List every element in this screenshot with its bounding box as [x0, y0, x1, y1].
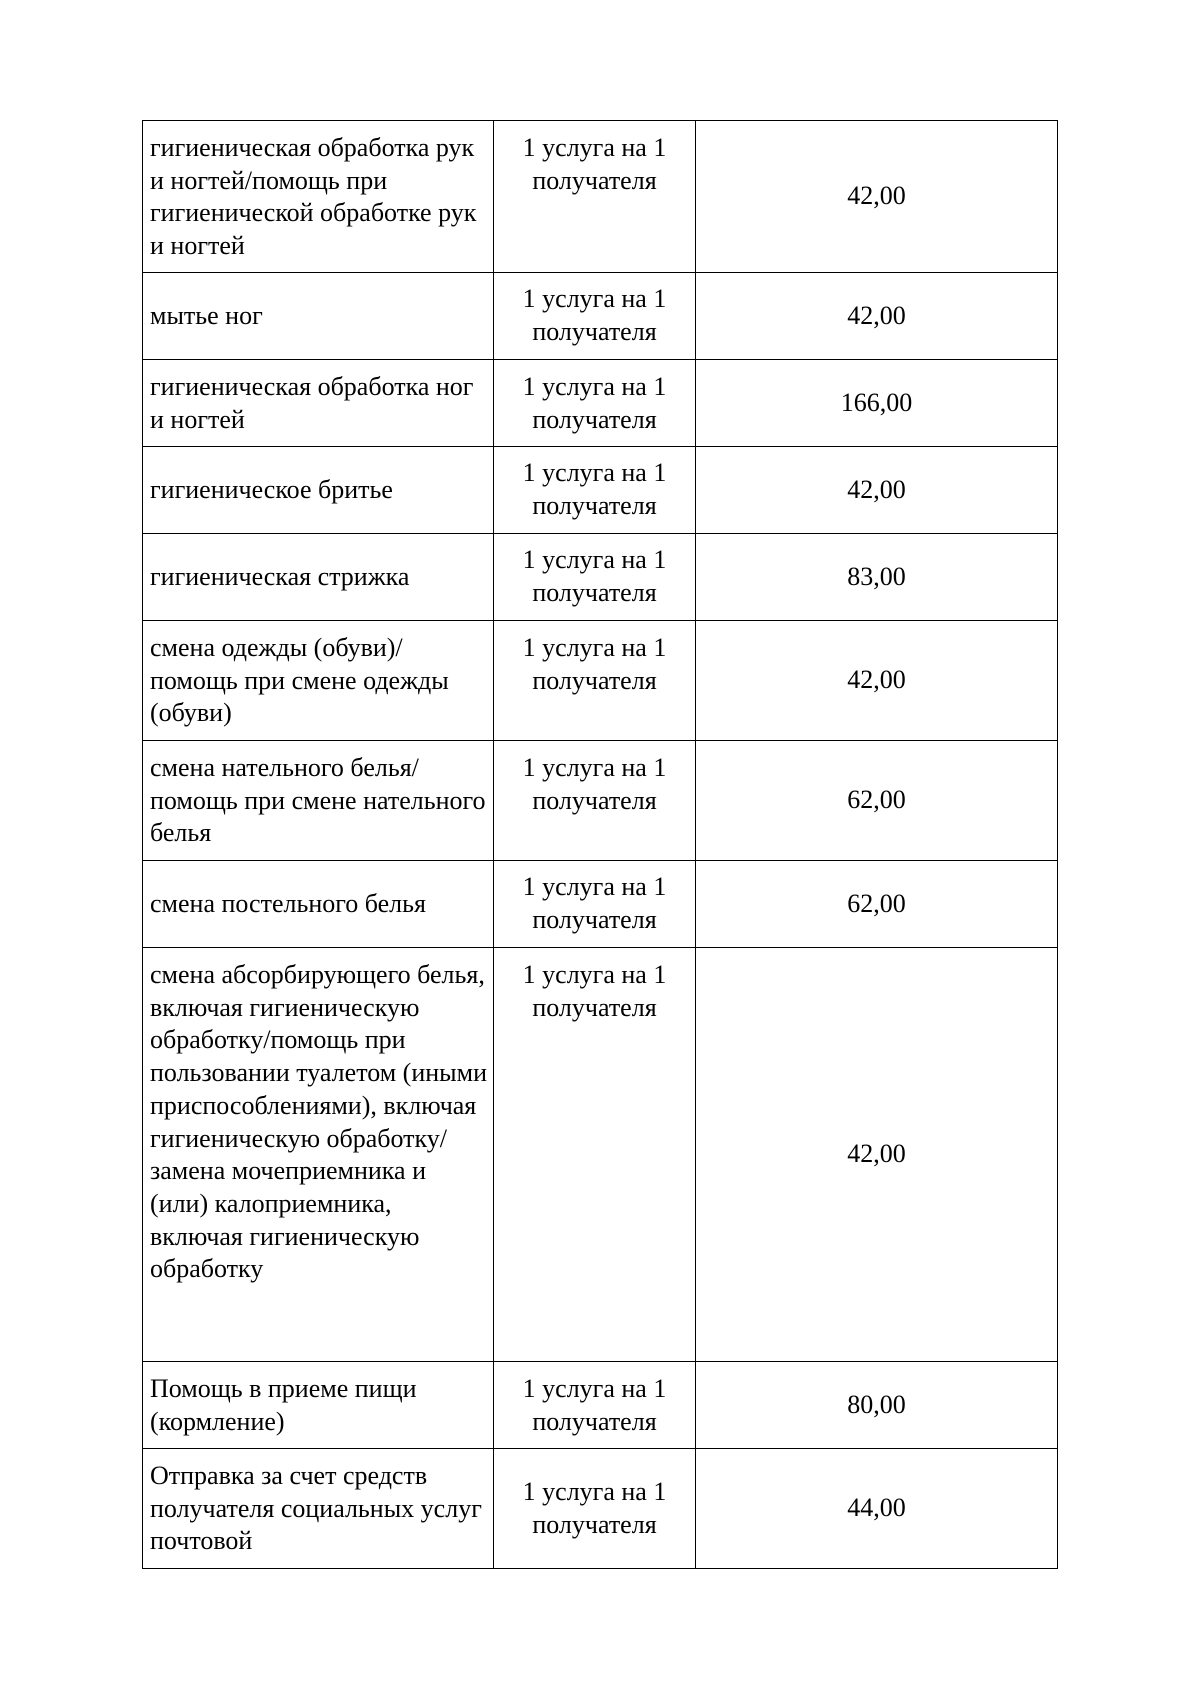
unit-cell: 1 услуга на 1 получателя [494, 534, 696, 621]
unit-cell: 1 услуга на 1 получателя [494, 1362, 696, 1449]
service-name-cell: смена нательного белья/помощь при смене нательного белья [143, 741, 494, 861]
service-name-cell: гигиеническое бритье [143, 447, 494, 534]
service-name-cell: гигиеническая обработка рук и ногтей/помощь при гигиенической обработке рук и ногтей [143, 121, 494, 273]
service-name-cell: Помощь в приеме пищи (кормление) [143, 1362, 494, 1449]
service-name-cell: мытье ног [143, 273, 494, 360]
unit-cell: 1 услуга на 1 получателя [494, 121, 696, 273]
service-name-cell: смена одежды (обуви)/помощь при смене одежды (обуви) [143, 621, 494, 741]
unit-cell: 1 услуга на 1 получателя [494, 861, 696, 948]
table-row [143, 861, 1058, 948]
service-name-cell: смена абсорбирующего белья, включая гигиеническую обработку/помощь при пользовании туалетом (иными приспособлениями), включая гигиеническую обработку/замена мочеприемника и (или) калоприемника, включая гигиеническую обработку [143, 948, 494, 1362]
table-row [143, 948, 1058, 1362]
price-cell: 42,00 [696, 948, 1058, 1362]
price-cell: 42,00 [696, 621, 1058, 741]
price-cell: 80,00 [696, 1362, 1058, 1449]
price-cell: 83,00 [696, 534, 1058, 621]
table-row [143, 621, 1058, 741]
unit-cell: 1 услуга на 1 получателя [494, 447, 696, 534]
table-row [143, 1449, 1058, 1569]
unit-cell: 1 услуга на 1 получателя [494, 1449, 696, 1569]
price-cell: 42,00 [696, 273, 1058, 360]
unit-cell: 1 услуга на 1 получателя [494, 273, 696, 360]
price-cell: 42,00 [696, 121, 1058, 273]
unit-cell: 1 услуга на 1 получателя [494, 948, 696, 1362]
table-row [143, 1362, 1058, 1449]
unit-cell: 1 услуга на 1 получателя [494, 621, 696, 741]
table-row [143, 534, 1058, 621]
table-row [143, 273, 1058, 360]
table-row [143, 741, 1058, 861]
tariff-table [142, 120, 1058, 1569]
table-row [143, 447, 1058, 534]
unit-cell: 1 услуга на 1 получателя [494, 741, 696, 861]
table-row [143, 121, 1058, 273]
price-cell: 42,00 [696, 447, 1058, 534]
price-cell: 44,00 [696, 1449, 1058, 1569]
price-cell: 166,00 [696, 360, 1058, 447]
price-cell: 62,00 [696, 861, 1058, 948]
price-cell: 62,00 [696, 741, 1058, 861]
service-name-cell: гигиеническая стрижка [143, 534, 494, 621]
unit-cell: 1 услуга на 1 получателя [494, 360, 696, 447]
table-row [143, 360, 1058, 447]
service-name-cell: гигиеническая обработка ног и ногтей [143, 360, 494, 447]
service-name-cell: Отправка за счет средств получателя социальных услуг почтовой [143, 1449, 494, 1569]
service-name-cell: смена постельного белья [143, 861, 494, 948]
